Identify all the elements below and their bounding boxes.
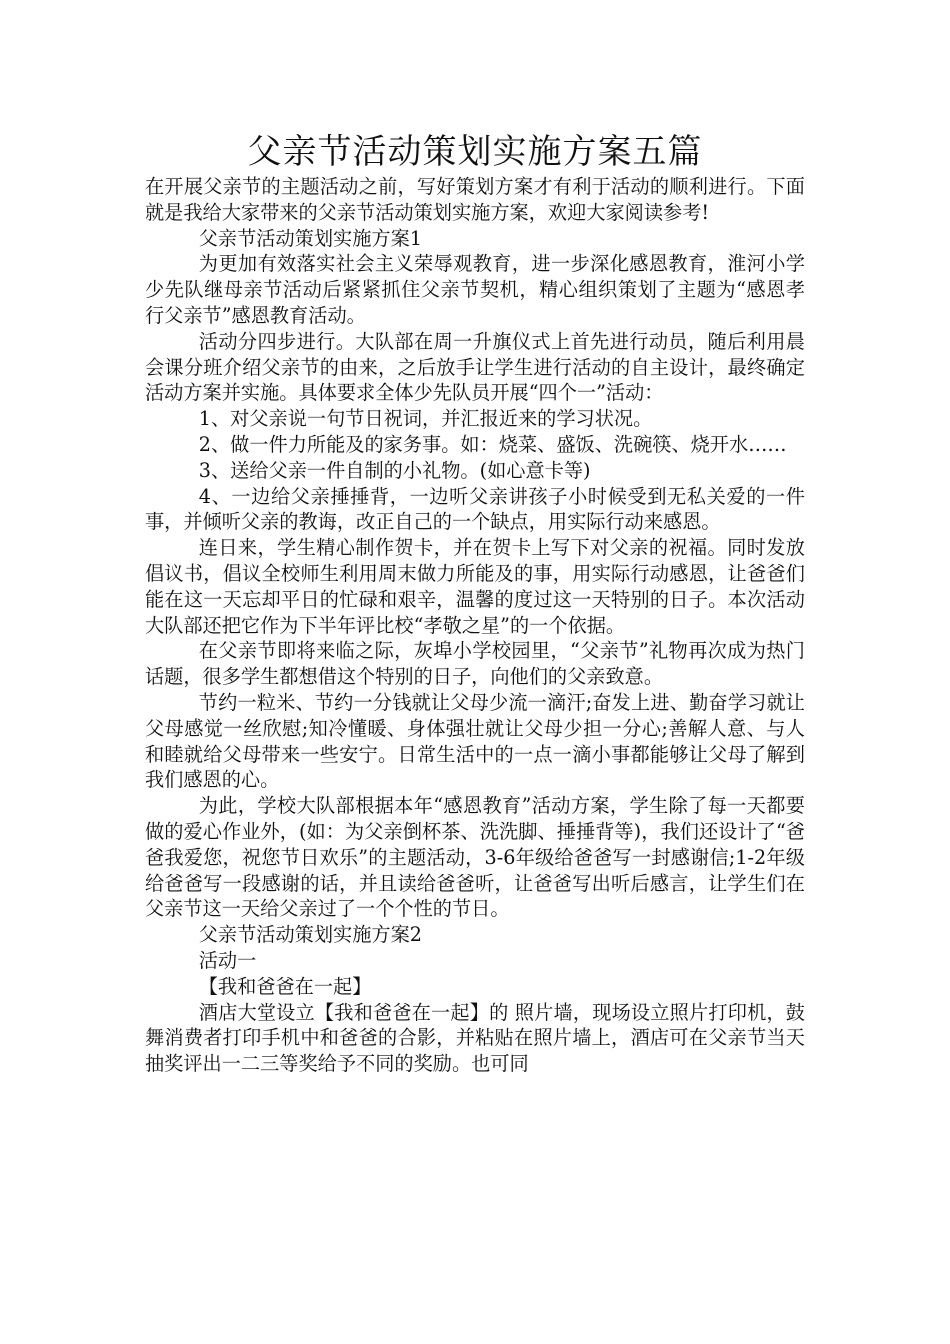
paragraph: 在开展父亲节的主题活动之前，写好策划方案才有利于活动的顺利进行。下面就是我给大家带来的父亲节活动策划实施方案，欢迎大家阅读参考! [145,175,805,224]
document-body [145,174,805,1077]
paragraph: 3、送给父亲一件自制的小礼物。(如心意卡等) [198,458,591,482]
paragraph: 【我和爸爸在一起】 [198,974,372,998]
paragraph: 连日来，学生精心制作贺卡，并在贺卡上写下对父亲的祝福。同时发放倡议书，倡议全校师生利用周末做力所能及的事，用实际行动感恩，让爸爸们能在这一天忘却平日的忙碌和艰辛，温馨的度过这一天特别的日子。本次活动大队部还把它作为下半年评比校“孝敬之星”的一个依据。 [145,536,805,637]
paragraph: 节约一粒米、节约一分钱就让父母少流一滴汗;奋发上进、勤奋学习就让父母感觉一丝欣慰;知冷懂暖、身体强壮就让父母少担一分心;善解人意、与人和睦就给父母带来一些安宁。日常生活中的一点一滴小事都能够让父母了解到我们感恩的心。 [145,690,805,792]
paragraph: 父亲节活动策划实施方案1 [198,226,423,250]
document-title: 父亲节活动策划实施方案五篇 [247,132,703,172]
paragraph: 父亲节活动策划实施方案2 [198,923,423,947]
paragraph: 1、对父亲说一句节日祝词，并汇报近来的学习状况。 [198,407,653,431]
paragraph: 在父亲节即将来临之际，灰埠小学校园里，“父亲节”礼物再次成为热门话题，很多学生都想借这个特别的日子，向他们的父亲致意。 [145,639,805,689]
paragraph: 4、一边给父亲捶捶背，一边听父亲讲孩子小时候受到无私关爱的一件事，并倾听父亲的教诲，改正自己的一个缺点，用实际行动来感恩。 [145,484,805,534]
paragraph: 活动一 [198,948,257,972]
paragraph: 活动分四步进行。大队部在周一升旗仪式上首先进行动员，随后利用晨会课分班介绍父亲节的由来，之后放手让学生进行活动的自主设计，最终确定活动方案并实施。具体要求全体少先队员开展“四个一”活动： [145,329,805,405]
paragraph: 为此，学校大队部根据本年“感恩教育”活动方案，学生除了每一天都要做的爱心作业外，(如：为父亲倒杯茶、洗洗脚、捶捶背等)，我们还设计了“爸爸我爱您，祝您节日欢乐”的主题活动，3-6年级给爸爸写一封感谢信;1-2年级给爸爸写一段感谢的话，并且读给爸爸听，让爸爸写出听后感言，让学生们在父亲节这一天给父亲过了一个个性的节日。 [145,794,805,921]
paragraph: 为更加有效落实社会主义荣辱观教育，进一步深化感恩教育，淮河小学少先队继母亲节活动后紧紧抓住父亲节契机，精心组织策划了主题为“感恩孝行父亲节”感恩教育活动。 [145,252,805,327]
paragraph: 酒店大堂设立【我和爸爸在一起】的 照片墙，现场设立照片打印机，鼓舞消费者打印手机中和爸爸的合影，并粘贴在照片墙上，酒店可在父亲节当天抽奖评出一二三等奖给予不同的奖励。也可同 [145,1000,805,1076]
paragraph: 2、做一件力所能及的家务事。如：烧菜、盛饭、洗碗筷、烧开水…… [198,432,787,456]
